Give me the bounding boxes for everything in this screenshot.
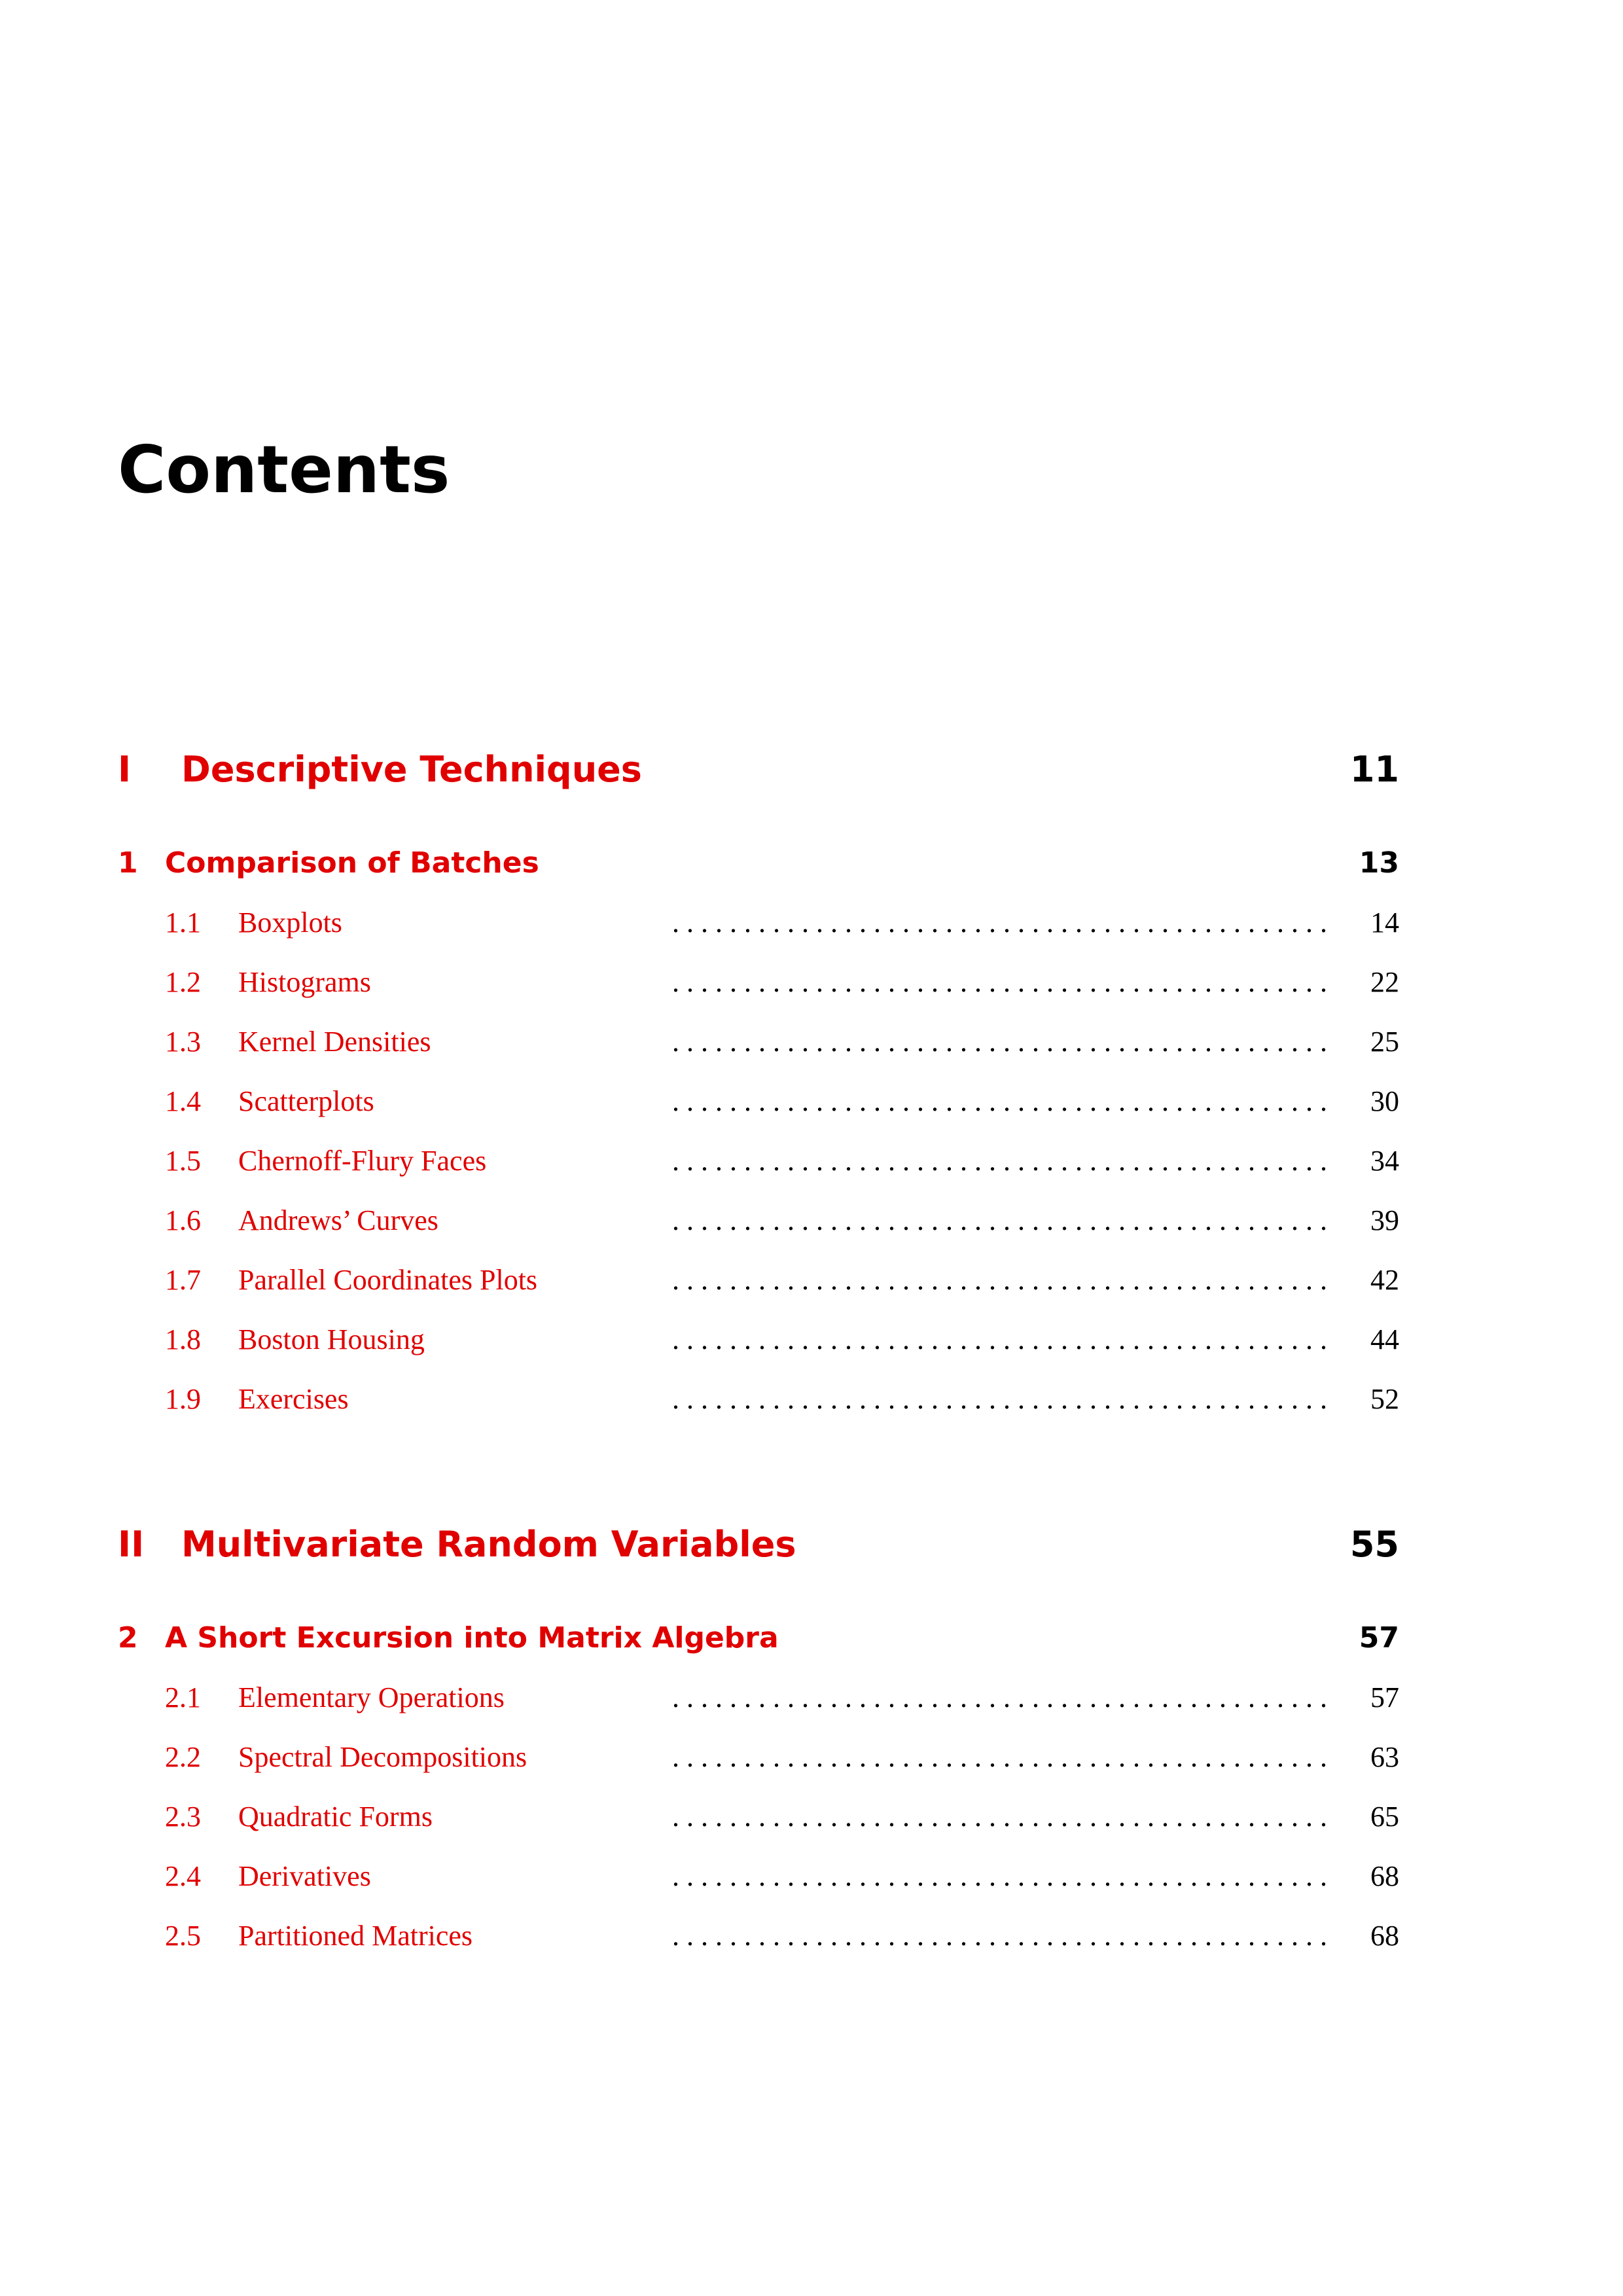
section-number: 1.8 — [165, 1323, 201, 1355]
dot-leader: . . . . . . . . . . . . . . . . . . . . . . . . . . . . . . . . . . . . . . . . . . . . . . — [672, 1145, 1327, 1177]
section-title[interactable]: Boston Housing — [238, 1323, 425, 1355]
section-title[interactable]: Scatterplots — [238, 1085, 374, 1117]
toc-section-2-5[interactable] — [165, 1913, 1399, 1959]
dot-leader: . . . . . . . . . . . . . . . . . . . . . . . . . . . . . . . . . . . . . . . . . . . . . . — [672, 1920, 1327, 1952]
dot-leader: . . . . . . . . . . . . . . . . . . . . . . . . . . . . . . . . . . . . . . . . . . . . . . — [672, 1741, 1327, 1773]
section-title[interactable]: Kernel Densities — [238, 1026, 431, 1058]
toc-chapter-2[interactable] — [118, 1615, 1399, 1661]
section-number: 1.9 — [165, 1383, 201, 1415]
dot-leader: . . . . . . . . . . . . . . . . . . . . . . . . . . . . . . . . . . . . . . . . . . . . . . — [672, 906, 1327, 939]
section-title[interactable]: Histograms — [238, 966, 371, 998]
toc-section-1-6[interactable] — [165, 1198, 1399, 1244]
dot-leader: . . . . . . . . . . . . . . . . . . . . . . . . . . . . . . . . . . . . . . . . . . . . . . — [672, 1860, 1327, 1892]
part-number: I — [118, 749, 132, 790]
section-page: 22 — [1370, 966, 1399, 998]
toc-section-2-3[interactable] — [165, 1794, 1399, 1840]
section-page: 57 — [1370, 1681, 1399, 1713]
section-page: 34 — [1370, 1145, 1399, 1177]
toc-section-1-4[interactable] — [165, 1079, 1399, 1124]
dot-leader: . . . . . . . . . . . . . . . . . . . . . . . . . . . . . . . . . . . . . . . . . . . . . . — [672, 1085, 1327, 1117]
dot-leader: . . . . . . . . . . . . . . . . . . . . . . . . . . . . . . . . . . . . . . . . . . . . . . — [672, 1801, 1327, 1833]
toc-section-1-8[interactable] — [165, 1317, 1399, 1363]
toc-section-1-1[interactable] — [165, 900, 1399, 946]
chapter-title[interactable]: Comparison of Batches — [165, 846, 539, 880]
dot-leader: . . . . . . . . . . . . . . . . . . . . . . . . . . . . . . . . . . . . . . . . . . . . . . — [672, 1204, 1327, 1236]
section-number: 1.2 — [165, 966, 201, 998]
section-number: 1.4 — [165, 1085, 201, 1117]
dot-leader: . . . . . . . . . . . . . . . . . . . . . . . . . . . . . . . . . . . . . . . . . . . . . . — [672, 1681, 1327, 1713]
section-title[interactable]: Exercises — [238, 1383, 349, 1415]
section-page: 30 — [1370, 1085, 1399, 1117]
section-page: 63 — [1370, 1741, 1399, 1773]
section-page: 52 — [1370, 1383, 1399, 1415]
section-page: 14 — [1370, 906, 1399, 939]
dot-leader: . . . . . . . . . . . . . . . . . . . . . . . . . . . . . . . . . . . . . . . . . . . . . . — [672, 1323, 1327, 1355]
part-page: 55 — [1349, 1524, 1399, 1565]
section-number: 1.6 — [165, 1204, 201, 1236]
section-page: 68 — [1370, 1920, 1399, 1952]
toc-section-2-4[interactable] — [165, 1854, 1399, 1899]
section-title[interactable]: Elementary Operations — [238, 1681, 505, 1713]
section-page: 42 — [1370, 1264, 1399, 1296]
section-number: 2.1 — [165, 1681, 201, 1713]
toc-section-1-9[interactable] — [165, 1376, 1399, 1422]
section-number: 1.5 — [165, 1145, 201, 1177]
section-number: 1.7 — [165, 1264, 201, 1296]
toc-section-1-7[interactable] — [165, 1257, 1399, 1303]
chapter-title[interactable]: A Short Excursion into Matrix Algebra — [165, 1621, 779, 1655]
section-page: 68 — [1370, 1860, 1399, 1892]
toc-section-1-5[interactable] — [165, 1138, 1399, 1184]
section-number: 1.1 — [165, 906, 201, 939]
section-number: 2.5 — [165, 1920, 201, 1952]
toc-section-1-3[interactable] — [165, 1019, 1399, 1065]
dot-leader: . . . . . . . . . . . . . . . . . . . . . . . . . . . . . . . . . . . . . . . . . . . . . . — [672, 1026, 1327, 1058]
section-title[interactable]: Boxplots — [238, 906, 342, 939]
section-title[interactable]: Andrews’ Curves — [238, 1204, 438, 1236]
section-page: 44 — [1370, 1323, 1399, 1355]
section-number: 2.3 — [165, 1801, 201, 1833]
section-title[interactable]: Spectral Decompositions — [238, 1741, 527, 1773]
part-page: 11 — [1349, 749, 1399, 790]
section-page: 39 — [1370, 1204, 1399, 1236]
section-page: 25 — [1370, 1026, 1399, 1058]
section-number: 2.2 — [165, 1741, 201, 1773]
section-title[interactable]: Partitioned Matrices — [238, 1920, 473, 1952]
part-title[interactable]: Multivariate Random Variables — [181, 1524, 796, 1565]
dot-leader: . . . . . . . . . . . . . . . . . . . . . . . . . . . . . . . . . . . . . . . . . . . . . . — [672, 966, 1327, 998]
toc-section-1-2[interactable] — [165, 960, 1399, 1005]
section-title[interactable]: Parallel Coordinates Plots — [238, 1264, 538, 1296]
section-number: 2.4 — [165, 1860, 201, 1892]
section-number: 1.3 — [165, 1026, 201, 1058]
section-page: 65 — [1370, 1801, 1399, 1833]
chapter-page: 13 — [1359, 846, 1399, 880]
chapter-number: 2 — [118, 1621, 138, 1655]
section-title[interactable]: Quadratic Forms — [238, 1801, 433, 1833]
toc-chapter-1[interactable] — [118, 840, 1399, 886]
section-title[interactable]: Derivatives — [238, 1860, 371, 1892]
chapter-page: 57 — [1359, 1621, 1399, 1655]
toc-part-1[interactable] — [118, 744, 1399, 796]
toc-section-2-1[interactable] — [165, 1675, 1399, 1721]
part-title[interactable]: Descriptive Techniques — [181, 749, 642, 790]
toc-part-2[interactable] — [118, 1518, 1399, 1571]
part-number: II — [118, 1524, 145, 1565]
dot-leader: . . . . . . . . . . . . . . . . . . . . . . . . . . . . . . . . . . . . . . . . . . . . . . — [672, 1383, 1327, 1415]
dot-leader: . . . . . . . . . . . . . . . . . . . . . . . . . . . . . . . . . . . . . . . . . . . . . . — [672, 1264, 1327, 1296]
chapter-number: 1 — [118, 846, 138, 880]
section-title[interactable]: Chernoff-Flury Faces — [238, 1145, 487, 1177]
toc-section-2-2[interactable] — [165, 1734, 1399, 1780]
page-title: Contents — [118, 431, 450, 508]
